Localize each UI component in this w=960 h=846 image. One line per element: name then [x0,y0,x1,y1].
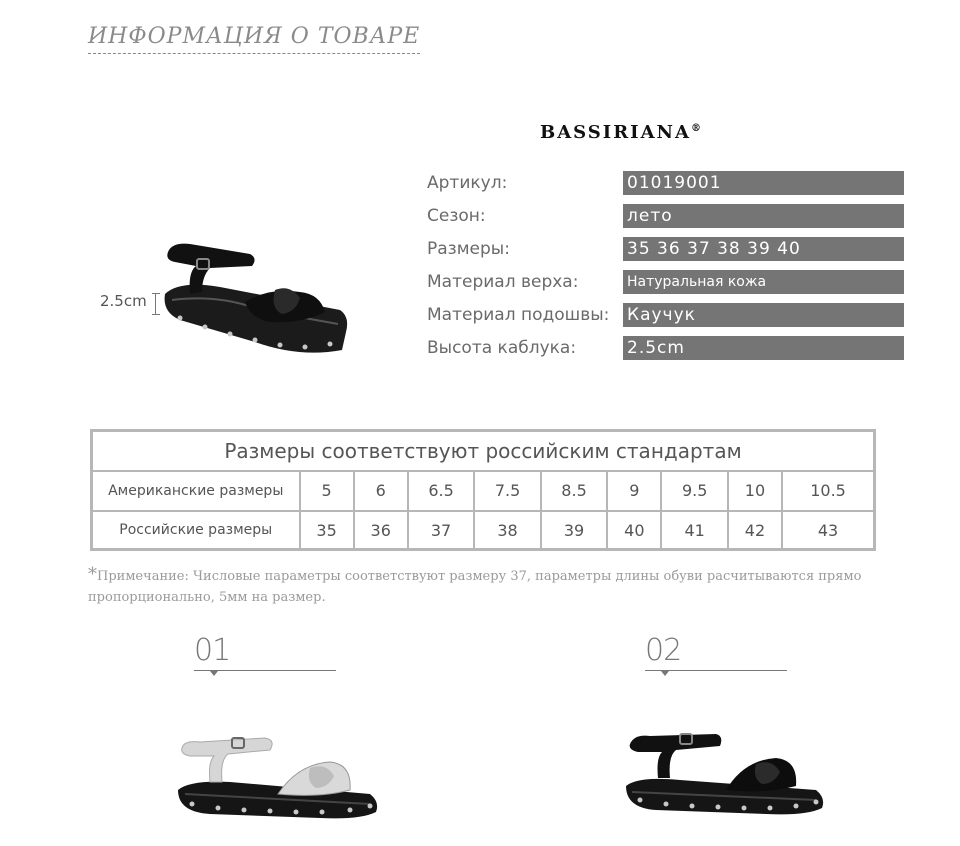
table-title: Размеры соответствуют российским стандартам [92,431,875,471]
table-cell: 43 [782,511,874,549]
table-cell: 6 [354,471,408,511]
spec-value: лето [623,204,904,228]
size-note: *Примечание: Числовые параметры соответствуют размеру 37, параметры длины обуви расчитываются прямо пропорционально, 5мм на размер. [88,564,862,605]
view-number-01: 01 [194,636,336,666]
table-row-us [92,471,875,511]
table-row-ru [92,511,875,549]
page-title: ИНФОРМАЦИЯ О ТОВАРЕ [88,24,420,54]
arrow-down-icon [210,671,218,676]
spec-value: 2.5cm [623,336,904,360]
spec-value: 01019001 [623,171,904,195]
row-label: Российские размеры [92,511,300,549]
spec-label: Материал подошвы: [427,305,610,325]
spec-value: Каучук [623,303,904,327]
table-cell: 39 [541,511,607,549]
table-cell: 8.5 [541,471,607,511]
brand-logo: BASSIRIANA® [540,122,703,143]
row-label: Американские размеры [92,471,300,511]
table-cell: 40 [607,511,661,549]
sandal-black-icon [620,724,830,820]
spec-label: Размеры: [427,239,510,259]
arrow-down-icon [661,671,669,676]
table-cell: 42 [728,511,782,549]
spec-value: 35 36 37 38 39 40 [623,237,904,261]
sandal-black-icon [150,232,355,362]
sandal-white-icon [170,724,385,824]
spec-label: Сезон: [427,206,486,226]
table-cell: 7.5 [474,471,540,511]
table-cell: 41 [661,511,727,549]
table-cell: 36 [354,511,408,549]
table-cell: 5 [300,471,354,511]
spec-value: Натуральная кожа [623,270,904,294]
heel-height-label: 2.5cm [100,292,147,310]
view-number-02: 02 [645,636,787,666]
spec-row-sizes [427,237,905,261]
spec-row-upper-material [427,270,905,294]
size-conversion-table [90,429,876,551]
table-cell: 35 [300,511,354,549]
spec-row-season [427,204,905,228]
spec-label: Материал верха: [427,272,579,292]
table-cell: 38 [474,511,540,549]
table-cell: 9 [607,471,661,511]
spec-label: Артикул: [427,173,508,193]
table-cell: 10 [728,471,782,511]
spec-row-article [427,171,905,195]
table-cell: 9.5 [661,471,727,511]
spec-row-heel-height [427,336,905,360]
table-cell: 6.5 [408,471,474,511]
table-cell: 37 [408,511,474,549]
spec-row-sole-material [427,303,905,327]
table-cell: 10.5 [782,471,874,511]
spec-label: Высота каблука: [427,338,577,358]
